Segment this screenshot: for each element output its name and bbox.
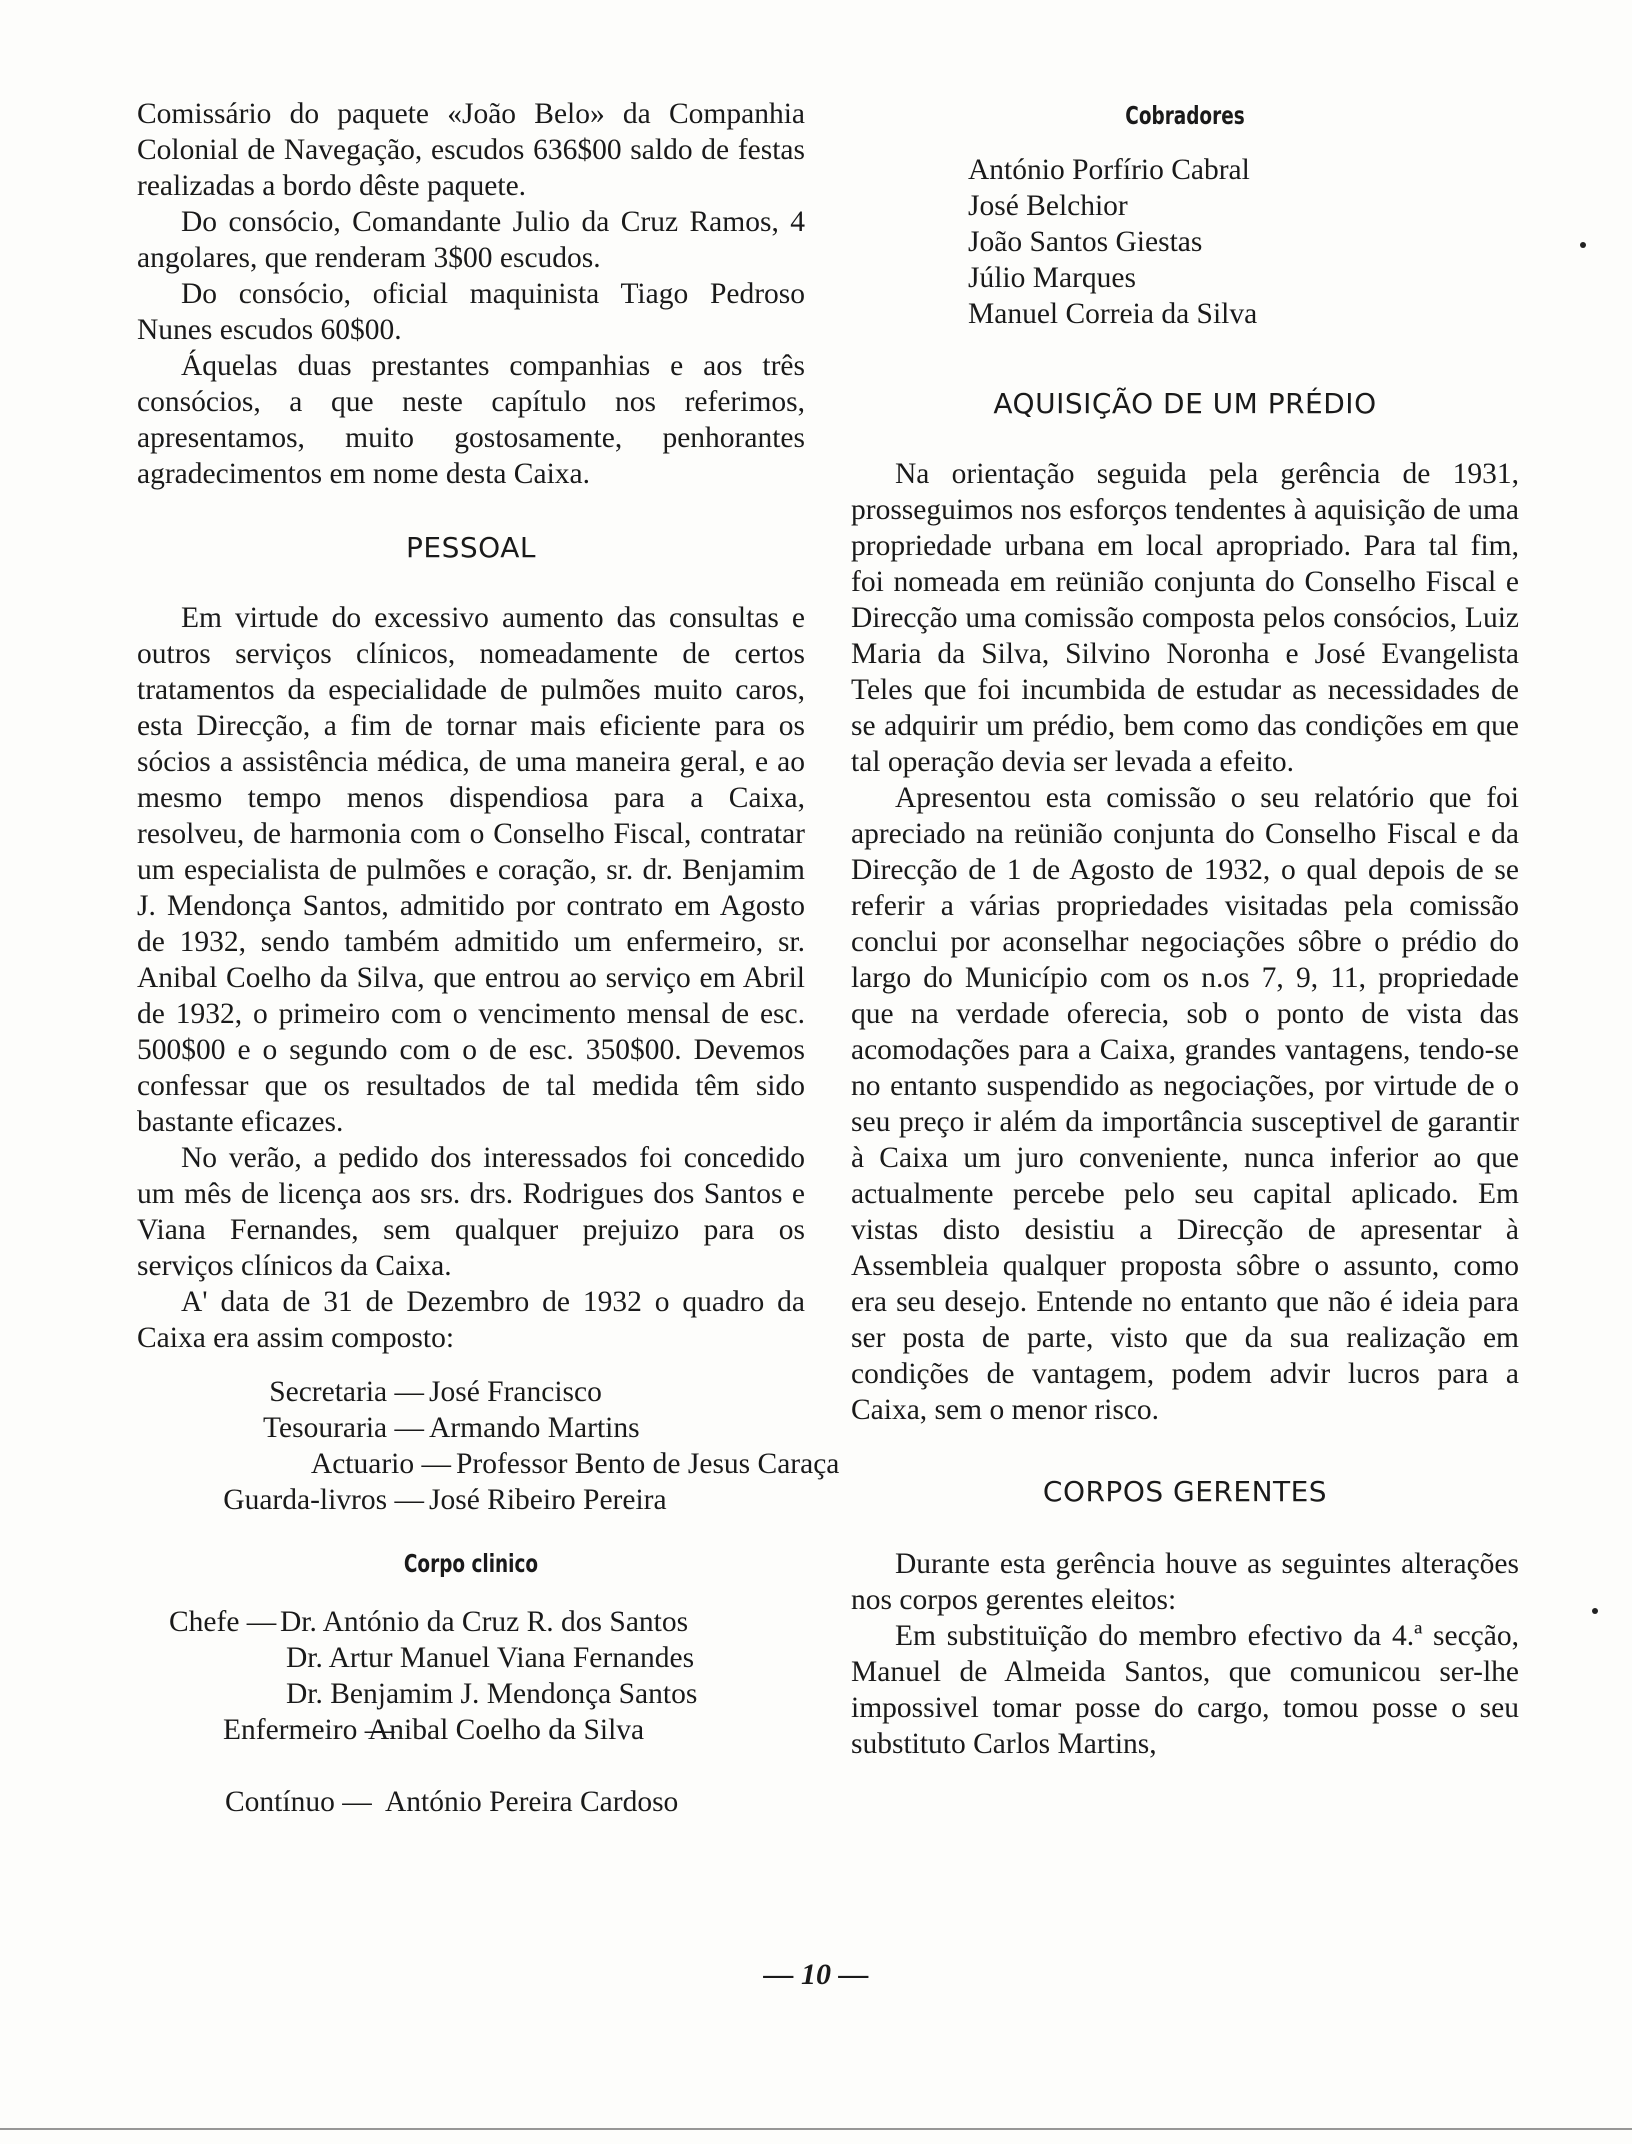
section-heading-pessoal: PESSOAL <box>406 531 536 564</box>
list-item: João Santos Giestas <box>968 226 1203 258</box>
staff-list <box>137 1374 840 1518</box>
continuo-row <box>137 1784 805 1820</box>
list-item: Júlio Marques <box>968 262 1136 294</box>
staff-name: Professor Bento de Jesus Caraça <box>456 1448 840 1480</box>
cobradores-list <box>851 152 1519 332</box>
staff-row <box>137 1374 805 1410</box>
staff-name: José Ribeiro Pereira <box>429 1484 667 1516</box>
list-item: António Porfírio Cabral <box>968 154 1250 186</box>
scan-speck <box>1580 242 1586 248</box>
paragraph-pessoal-contracts: Em virtude do excessivo aumento das consultas e outros serviços clínicos, nomeadamente de certos tratamentos da especialidade de pulmões muito caros, esta Direcção, a fim de tornar mais eficiente para os sócios a assistência médica, de uma maneira geral, e ao mesmo tempo menos dispendiosa para a Caixa, resolveu, de harmonia com o Conselho Fiscal, contratar um especialista de pulmões e coração, sr. dr. Benjamim J. Mendonça Santos, admitido por contrato em Agosto de 1932, sendo também admitido um enfermeiro, sr. Anibal Coelho da Silva, que entrou ao serviço em Abril de 1932, o primeiro com o vencimento mensal de esc. 500$00 e o segundo com o de esc. 350$00. Devemos confessar que os resultados de tal medida têm sido bastante eficazes. <box>137 602 805 1138</box>
staff-role: Guarda-livros — <box>223 1484 424 1516</box>
staff-row <box>137 1482 805 1518</box>
staff-row <box>137 1410 805 1446</box>
medical-staff-row <box>137 1604 805 1640</box>
section-heading-corpo-clinico: Corpo clinico <box>403 1549 539 1578</box>
medical-staff-name: Dr. Benjamim J. Mendonça Santos <box>286 1678 698 1710</box>
medical-staff-name: Dr. António da Cruz R. dos Santos <box>280 1606 689 1638</box>
medical-staff-name: Dr. Artur Manuel Viana Fernandes <box>286 1642 695 1674</box>
paragraph-corpos-alteracoes: Durante esta gerência houve as seguintes alterações nos corpos gerentes eleitos: <box>851 1548 1519 1616</box>
staff-role: Actuario — <box>310 1448 451 1480</box>
paragraph-maquinista-donation: Do consócio, oficial maquinista Tiago Pedroso Nunes escudos 60$00. <box>137 278 805 346</box>
paragraph-corpos-substituicao: Em substituïção do membro efectivo da 4.ª secção, Manuel de Almeida Santos, que comunicou ser-lhe impossivel tomar posse do cargo, tomou posse o seu substituto Carlos Martins, <box>851 1620 1519 1760</box>
medical-staff-role: Enfermeiro — <box>223 1714 395 1746</box>
medical-staff-row <box>137 1676 805 1712</box>
continuo-role: Contínuo — <box>225 1786 372 1818</box>
staff-name: José Francisco <box>429 1376 602 1408</box>
medical-staff-name: Anibal Coelho da Silva <box>368 1714 645 1746</box>
paragraph-aquisicao-comissao: Na orientação seguida pela gerência de 1931, prosseguimos nos esforços tendentes à aquisição de uma propriedade urbana em local apropriado. Para tal fim, foi nomeada em reünião conjunta do Conselho Fiscal e Direcção uma comissão composta pelos consócios, Luiz Maria da Silva, Silvino Noronha e José Evangelista Teles que foi incumbida de estudar as necessidades de se adquirir um prédio, bem como das condições em que tal operação devia ser levada a efeito. <box>851 458 1519 778</box>
continuo-name: António Pereira Cardoso <box>385 1786 679 1818</box>
paragraph-comandante-donation: Do consócio, Comandante Julio da Cruz Ramos, 4 angolares, que renderam 3$00 escudos. <box>137 206 805 274</box>
list-item: Manuel Correia da Silva <box>968 298 1258 330</box>
medical-staff-row <box>137 1640 805 1676</box>
page-number: — 10 — <box>763 1958 869 1991</box>
paragraph-acknowledgements: Áquelas duas prestantes companhias e aos três consócios, a que neste capítulo nos referimos, apresentamos, muito gostosamente, penhorantes agradecimentos em nome desta Caixa. <box>137 350 805 490</box>
list-item: José Belchior <box>968 190 1128 222</box>
right-column <box>851 96 1519 1762</box>
staff-role: Tesouraria — <box>263 1412 424 1444</box>
scan-speck <box>1592 1608 1598 1614</box>
section-heading-corpos-gerentes: CORPOS GERENTES <box>1042 1475 1328 1508</box>
paragraph-companhia-colonial: Comissário do paquete «João Belo» da Companhia Colonial de Navegação, escudos 636$00 saldo de festas realizadas a bordo dêste paquete. <box>137 98 805 202</box>
medical-staff-role: Chefe — <box>169 1606 277 1638</box>
section-heading-cobradores: Cobradores <box>1125 101 1245 130</box>
left-column <box>137 96 840 1820</box>
paragraph-pessoal-licence: No verão, a pedido dos interessados foi concedido um mês de licença aos srs. drs. Rodrigues dos Santos e Viana Fernandes, sem qualquer prejuizo para os serviços clínicos da Caixa. <box>137 1142 805 1282</box>
staff-name: Armando Martins <box>429 1412 640 1444</box>
paragraph-pessoal-quadro: A' data de 31 de Dezembro de 1932 o quadro da Caixa era assim composto: <box>137 1286 805 1354</box>
section-heading-aquisicao: AQUISIÇÃO DE UM PRÉDIO <box>993 387 1377 420</box>
medical-staff-row <box>137 1712 805 1748</box>
medical-staff-list <box>137 1604 805 1748</box>
bottom-scan-rule <box>0 2128 1632 2130</box>
paragraph-aquisicao-relatorio: Apresentou esta comissão o seu relatório que foi apreciado na reünião conjunta do Conselho Fiscal e da Direcção de 1 de Agosto de 1932, o qual depois de se referir a várias propriedades visitadas pela comissão conclui por aconselhar negociações sôbre o prédio do largo do Município com os n.os 7, 9, 11, propriedade que na verdade oferecia, sob o ponto de vista das acomodações para a Caixa, grandes vantagens, tendo-se no entanto suspendido as negociações, por virtude de o seu preço ir além da importância susceptivel de garantir à Caixa um juro conveniente, nunca inferior ao que actualmente percebe pelo seu capital aplicado. Em vistas disto desistiu a Direcção de apresentar à Assembleia qualquer proposta sôbre o assunto, como era seu desejo. Entende no entanto que não é ideia para ser posta de parte, visto que da sua realização em condições de vantagem, podem advir lucros para a Caixa, sem o menor risco. <box>851 782 1519 1426</box>
staff-row <box>137 1446 840 1482</box>
staff-role: Secretaria — <box>269 1376 424 1408</box>
